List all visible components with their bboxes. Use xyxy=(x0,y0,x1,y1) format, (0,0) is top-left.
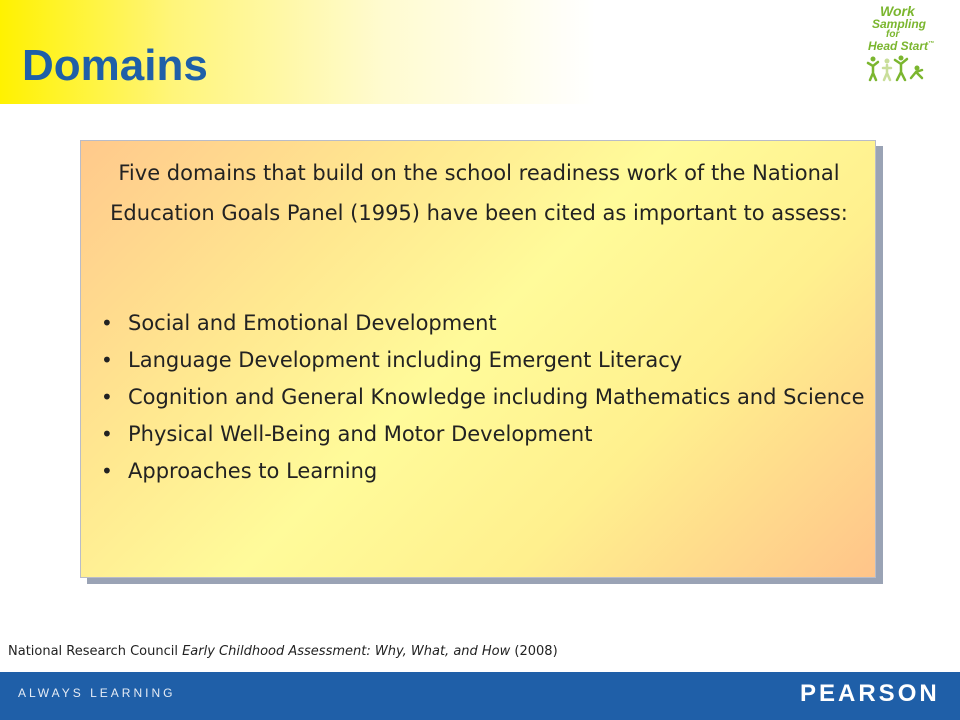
source-citation xyxy=(8,644,558,659)
pearson-logo: PEARSON xyxy=(800,680,940,707)
list-item: • Cognition and General Knowledge including Mathematics and Science xyxy=(101,379,871,416)
citation-title: Early Childhood Assessment: Why, What, and How xyxy=(182,644,511,659)
bullet-icon: • xyxy=(101,311,113,335)
list-item: • Approaches to Learning xyxy=(101,453,871,490)
logo-line-sampling: Sampling xyxy=(872,17,927,31)
bullet-icon: • xyxy=(101,348,113,372)
slide-title: Domains xyxy=(22,41,208,90)
list-item: • Social and Emotional Development xyxy=(101,305,871,342)
bullet-icon: • xyxy=(101,385,113,409)
logo-line-for: for xyxy=(886,29,900,40)
intro-text: Five domains that build on the school readiness work of the National Education Goals Panel (1995) have been cited as important to assess: xyxy=(110,161,848,225)
list-item: • Physical Well-Being and Motor Development xyxy=(101,416,871,453)
logo-line-head-start: Head Start™ xyxy=(868,39,935,53)
children-figures-icon xyxy=(866,54,928,82)
work-sampling-logo xyxy=(866,4,936,94)
citation-prefix: National Research Council xyxy=(8,644,183,659)
citation-suffix: (2008) xyxy=(510,644,558,659)
list-item: • Language Development including Emergent Literacy xyxy=(101,342,871,379)
logo-line-work: Work xyxy=(880,3,915,19)
domain-list xyxy=(101,305,871,490)
footer-bar xyxy=(0,672,960,720)
footer-tagline: ALWAYS LEARNING xyxy=(18,686,176,700)
domains-content-box xyxy=(80,140,876,578)
bullet-icon: • xyxy=(101,459,113,483)
bullet-icon: • xyxy=(101,422,113,446)
